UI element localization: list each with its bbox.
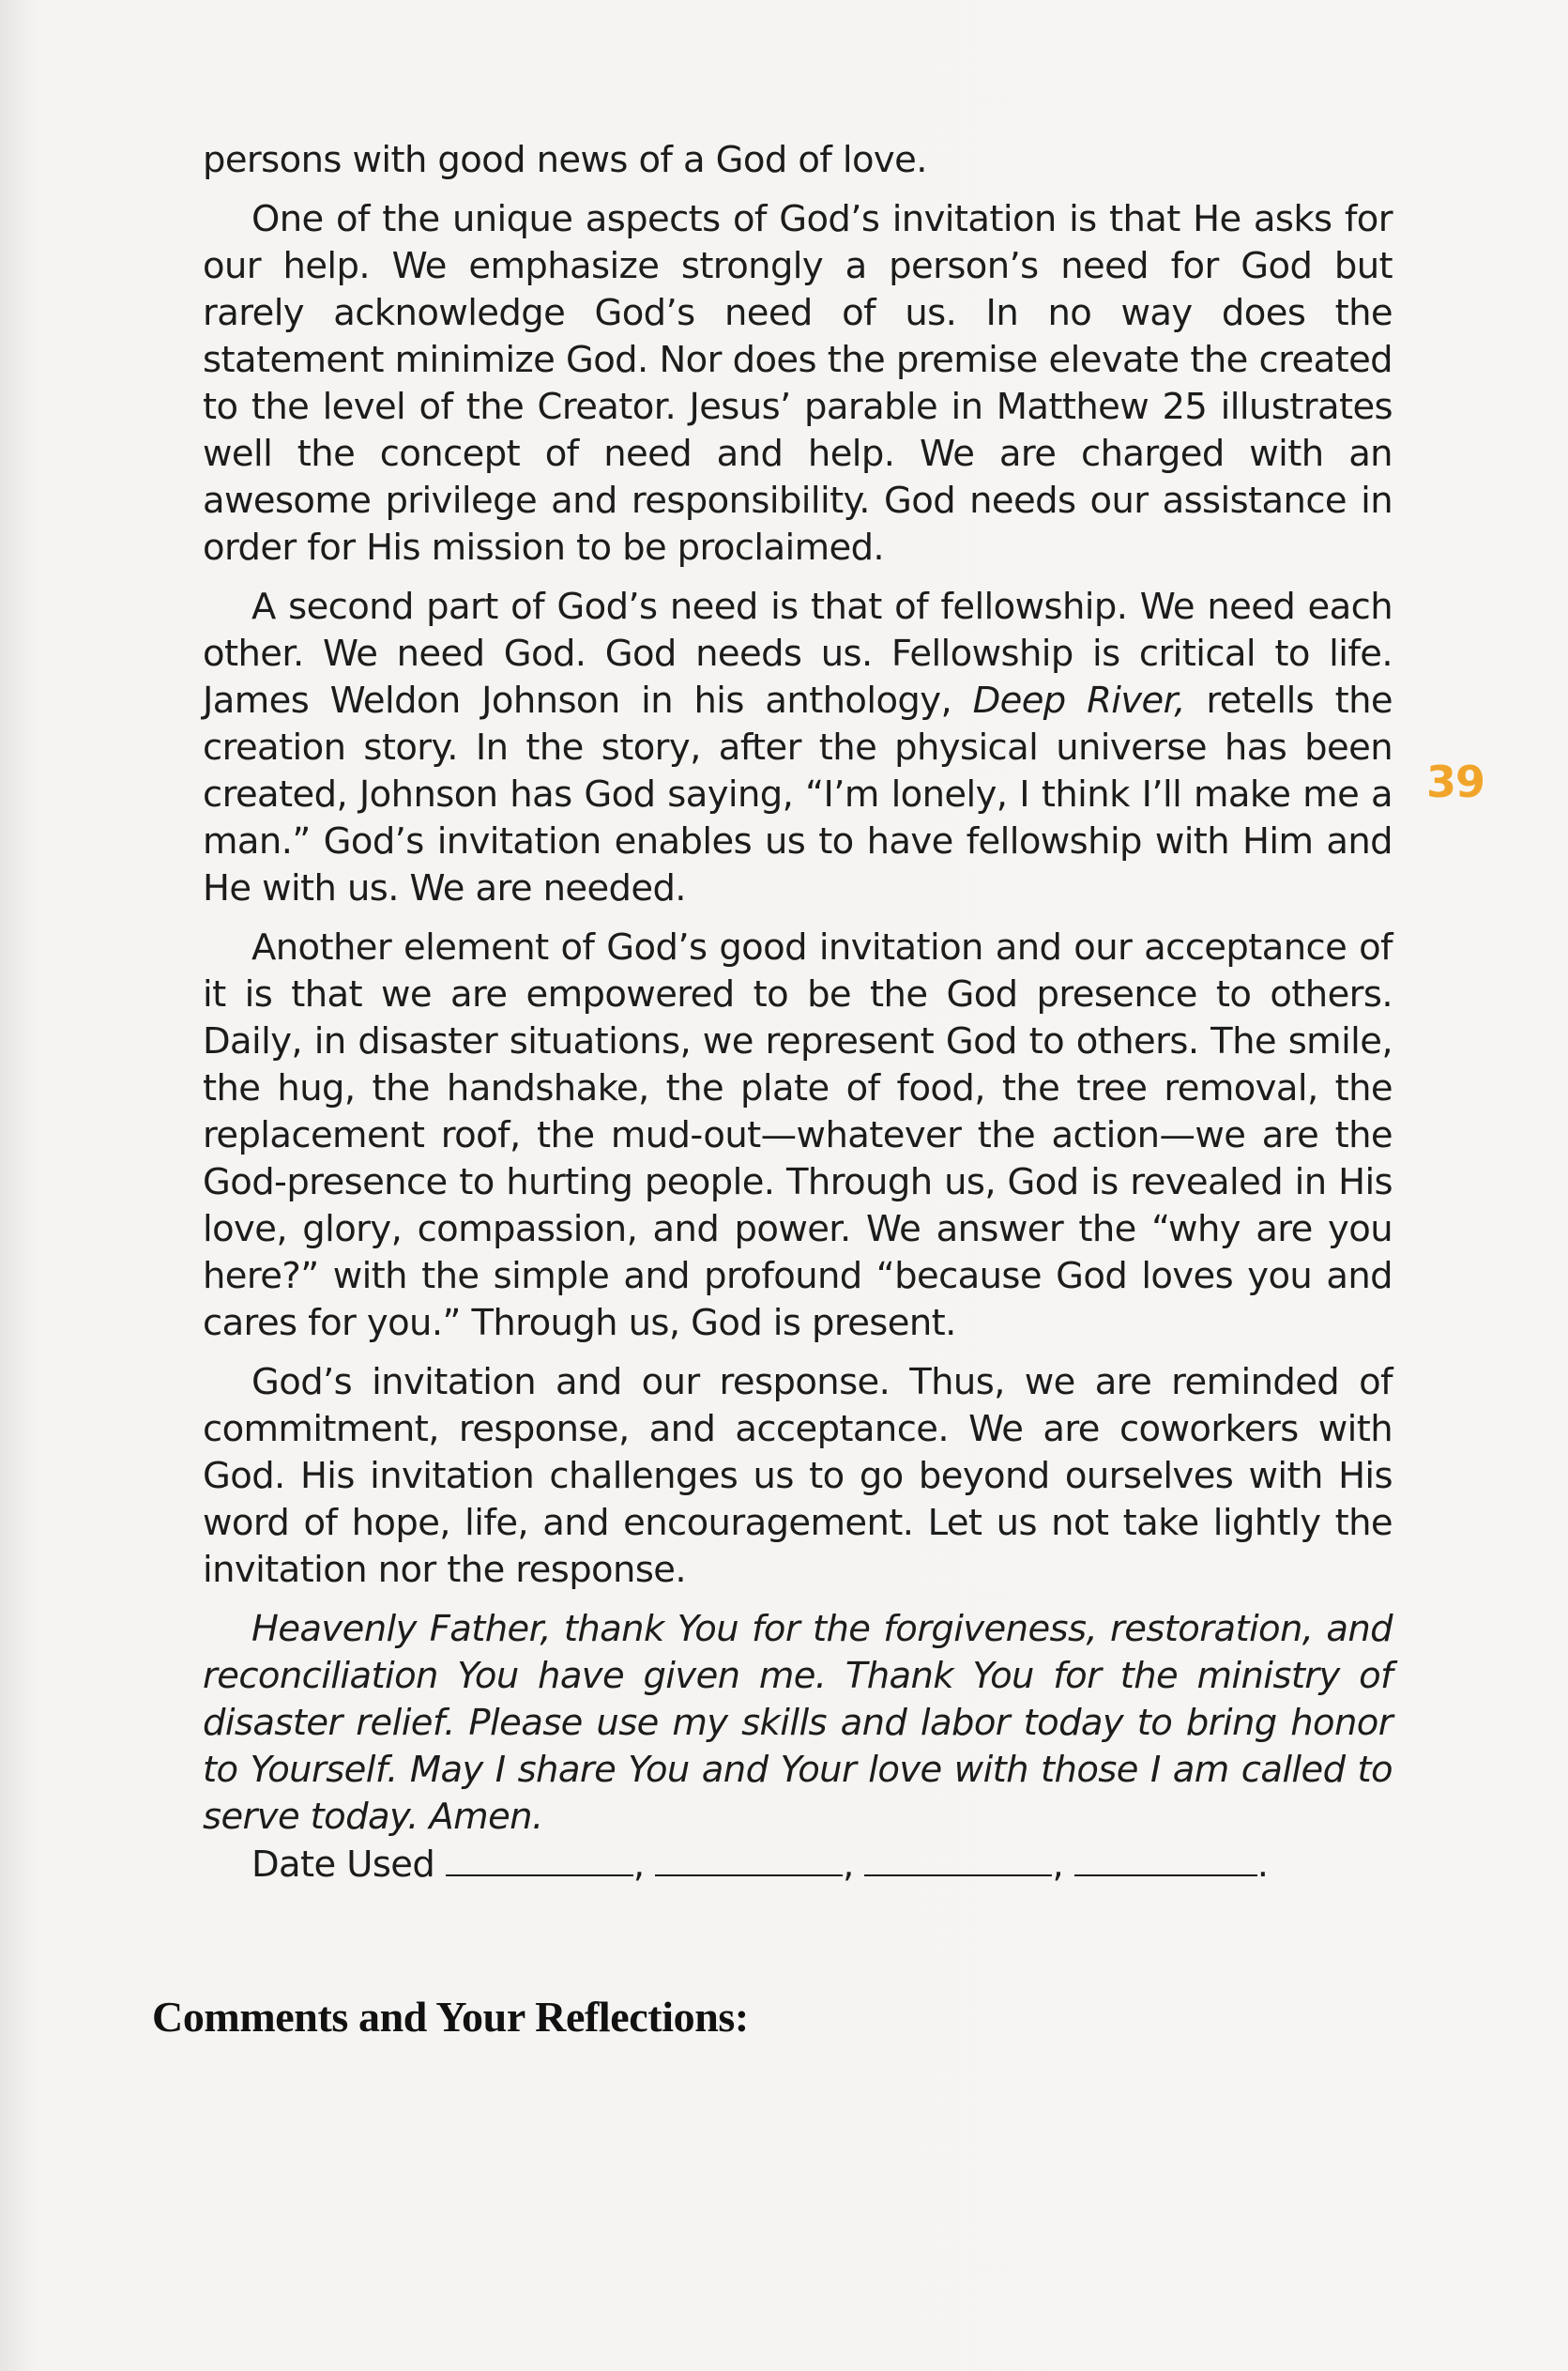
date-separator: , <box>843 1843 854 1886</box>
date-blank-2[interactable] <box>655 1841 843 1876</box>
date-used-label: Date Used <box>251 1843 435 1886</box>
paragraph-response: God’s invitation and our response. Thus, we are reminded of commitment, response, and acceptance. We are coworkers with God. His invitation challenges us to go beyond ourselves with His word of hope, life, and encouragement. Let us not take lightly the invitation nor the response. <box>203 1361 1393 1591</box>
paragraph-gods-need-help: One of the unique aspects of God’s invitation is that He asks for our help. We emphasize strongly a person’s need for God but rarely acknowledge God’s need of us. In no way does the statement minimize God. Nor does the premise elevate the created to the level of the Creator. Jesus’ parable in Matthew 25 illustrates well the concept of need and help. We are charged with an awesome privilege and responsibility. God needs our assistance in order for His mission to be proclaimed. <box>203 198 1393 569</box>
date-separator: , <box>632 1843 645 1886</box>
body-text <box>203 137 1393 1901</box>
date-blank-3[interactable] <box>864 1841 1052 1876</box>
paragraph-fellowship <box>203 584 1393 912</box>
paragraph-continued: persons with good news of a God of love. <box>203 139 927 181</box>
date-used-line <box>203 1841 1393 1889</box>
book-title-deep-river: Deep River, <box>972 680 1185 722</box>
date-blank-4[interactable] <box>1074 1841 1257 1876</box>
prayer-text: Heavenly Father, thank You for the forgiveness, restoration, and reconciliation You have given me. Thank You for the ministry of disaster relief. Please use my skills and labor today to bring honor to Yourself. May I share You and Your love with those I am called to serve today. Amen. <box>203 1608 1393 1838</box>
fellowship-text-end: retells the creation story. In the story, after the physical universe has been created, Johnson has God saying, “I’m lonely, I think I’ll make me a man.” God’s invitation enables us to have fellowship with Him and He with us. We are needed. <box>203 680 1393 910</box>
date-separator: , <box>1052 1843 1064 1886</box>
date-end-period: . <box>1256 1843 1269 1886</box>
page-number: 39 <box>1426 757 1485 807</box>
fellowship-text-start: A second part of God’s need is that of fellowship. We need each other. We need God. God needs us. Fellowship is critical to life. James Weldon Johnson in his anthology, <box>203 586 1393 722</box>
comments-heading: Comments and Your Reflections: <box>152 1993 749 2041</box>
paragraph-god-presence: Another element of God’s good invitation and our acceptance of it is that we are empowered to be the God presence to others. Daily, in disaster situations, we represent God to others. The smile, the hug, the handshake, the plate of food, the tree removal, the replacement roof, the mud-out—whatever the action—we are the God-presence to hurting people. Through us, God is revealed in His love, glory, compassion, and power. We answer the “why are you here?” with the simple and profound “because God loves you and cares for you.” Through us, God is present. <box>203 926 1393 1344</box>
date-blank-1[interactable] <box>446 1841 633 1876</box>
